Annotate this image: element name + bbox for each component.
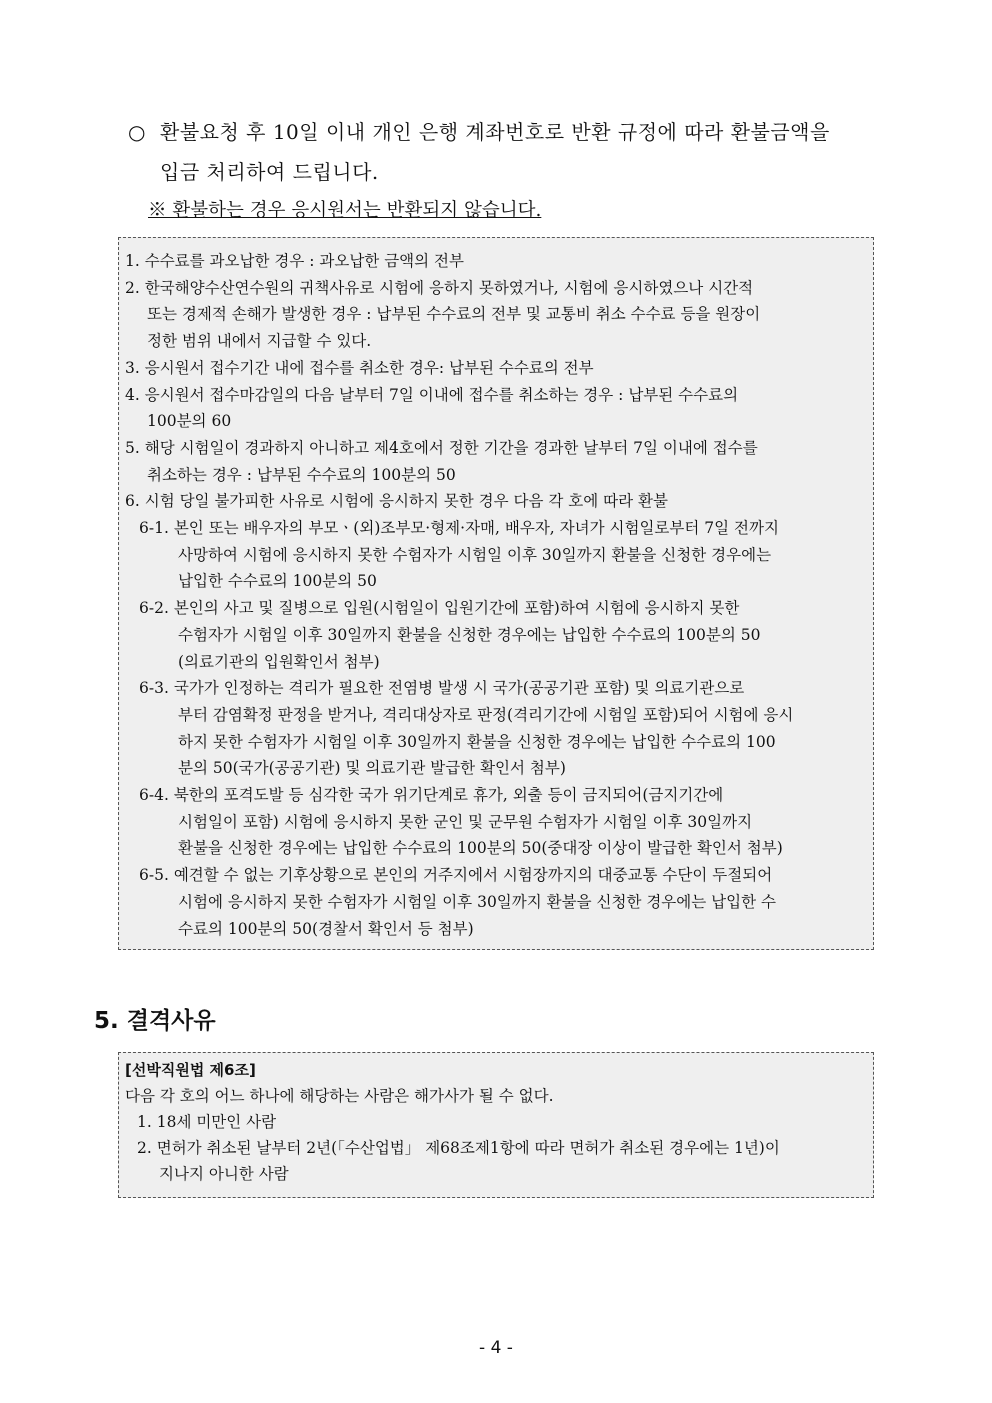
refund-rule-line: (의료기관의 입원확인서 첨부)	[178, 652, 380, 671]
refund-rule-line: 4. 응시원서 접수마감일의 다음 날부터 7일 이내에 접수를 취소하는 경우 : 납부된 수수료의	[125, 385, 739, 404]
refund-rule-line: 수료의 100분의 50(경찰서 확인서 등 첨부)	[178, 919, 474, 938]
refund-rule-line: 정한 범위 내에서 지급할 수 있다.	[147, 332, 372, 351]
disqualification-item: 지나지 아니한 사람	[159, 1165, 289, 1183]
law-intro: 다음 각 호의 어느 하나에 해당하는 사람은 해가사가 될 수 없다.	[125, 1087, 554, 1105]
disqualification-item: 1. 18세 미만인 사람	[137, 1113, 277, 1131]
circle-bullet-icon: ○	[128, 120, 146, 144]
refund-rule-line: 1. 수수료를 과오납한 경우 : 과오납한 금액의 전부	[125, 252, 464, 270]
refund-rule-line: 또는 경제적 손해가 발생한 경우 : 납부된 수수료의 전부 및 교통비 취소 수수료 등을 원장이	[147, 305, 761, 324]
refund-rule-line: 6-1. 본인 또는 배우자의 부모ㆍ(외)조부모·형제·자매, 배우자, 자녀가 시험일로부터 7일 전까지	[139, 519, 779, 538]
refund-rule-line: 100분의 60	[147, 412, 232, 431]
refund-rule-line: 6-2. 본인의 사고 및 질병으로 입원(시험일이 입원기간에 포함)하여 시험에 응시하지 못한	[139, 599, 740, 618]
section-title: 5. 결격사유	[94, 1008, 216, 1034]
refund-rule-line: 사망하여 시험에 응시하지 못한 수험자가 시험일 이후 30일까지 환불을 신청한 경우에는	[178, 545, 772, 564]
law-title: [선박직원법 제6조]	[125, 1061, 256, 1079]
refund-text-1: 환불요청 후 10일 이내 개인 은행 계좌번호로 반환 규정에 따라 환불금액을	[160, 120, 830, 144]
refund-rule-line: 6-3. 국가가 인정하는 격리가 필요한 전염병 발생 시 국가(공공기관 포함) 및 의료기관으로	[139, 679, 745, 698]
refund-rule-line: 시험에 응시하지 못한 수험자가 시험일 이후 30일까지 환불을 신청한 경우에는 납입한 수	[178, 892, 776, 911]
refund-rule-line: 5. 해당 시험일이 경과하지 아니하고 제4호에서 정한 기간을 경과한 날부터 7일 이내에 접수를	[125, 438, 758, 457]
disqualification-box	[118, 1052, 874, 1198]
refund-rules-box	[118, 237, 874, 950]
refund-rule-line: 6-5. 예견할 수 없는 기후상황으로 본인의 거주지에서 시험장까지의 대중교통 수단이 두절되어	[139, 866, 773, 885]
disqualification-item: 2. 면허가 취소된 날부터 2년(「수산업법」 제68조제1항에 따라 면허가 취소된 경우에는 1년)이	[137, 1139, 780, 1157]
refund-rule-line: 6. 시험 당일 불가피한 사유로 시험에 응시하지 못한 경우 다음 각 호에 따라 환불	[125, 492, 669, 511]
refund-rule-line: 2. 한국해양수산연수원의 귀책사유로 시험에 응하지 못하였거나, 시험에 응시하였으나 시간적	[125, 278, 754, 297]
refund-rule-line: 3. 응시원서 접수기간 내에 접수를 취소한 경우: 납부된 수수료의 전부	[125, 358, 594, 377]
refund-rule-line: 시험일이 포함) 시험에 응시하지 못한 군인 및 군무원 수험자가 시험일 이후 30일까지	[178, 812, 753, 831]
page-number: - 4 -	[479, 1338, 513, 1358]
refund-rule-line: 취소하는 경우 : 납부된 수수료의 100분의 50	[147, 465, 456, 484]
refund-note: ※ 환불하는 경우 응시원서는 반환되지 않습니다.	[148, 200, 542, 221]
disqualification-list	[125, 1109, 863, 1187]
refund-bullet-line-1	[128, 116, 918, 145]
refund-bullet-line-2: 입금 처리하여 드립니다.	[160, 160, 379, 184]
refund-rule-line: 부터 감염확정 판정을 받거나, 격리대상자로 판정(격리기간에 시험일 포함)되어 시험에 응시	[178, 705, 794, 724]
refund-rule-line: 환불을 신청한 경우에는 납입한 수수료의 100분의 50(중대장 이상이 발급한 확인서 첨부)	[178, 839, 783, 858]
refund-rule-line: 수험자가 시험일 이후 30일까지 환불을 신청한 경우에는 납입한 수수료의 100분의 50	[178, 625, 761, 644]
refund-rule-line: 6-4. 북한의 포격도발 등 심각한 국가 위기단계로 휴가, 외출 등이 금지되어(금지기간에	[139, 786, 724, 805]
refund-rule-line: 하지 못한 수험자가 시험일 이후 30일까지 환불을 신청한 경우에는 납입한 수수료의 100	[178, 732, 776, 751]
refund-rule-line: 분의 50(국가(공공기관) 및 의료기관 발급한 확인서 첨부)	[178, 759, 566, 778]
refund-rule-line: 납입한 수수료의 100분의 50	[178, 572, 377, 591]
